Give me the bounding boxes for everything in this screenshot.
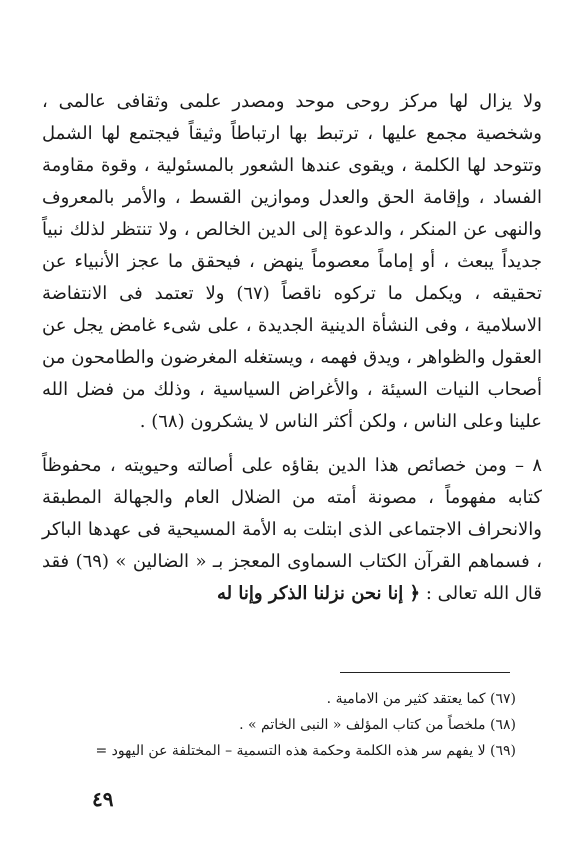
footnote-67: (٦٧) كما يعتقد كثير من الامامية . bbox=[326, 691, 516, 707]
paragraph-1: ولا يزال لها مركز روحى موحد ومصدر علمى وثقافى عالمى ، وشخصية مجمع عليها ، ترتبط بها ارتباطاً وثيقاً فيجتمع لها الشمل وتتوحد لها الكلمة ، ويقوى عندها الشعور بالمسئولية ، وقوة مقاومة الفساد ، وإقامة الحق والعدل وموازين القسط ، والأمر بالمعروف والنهى عن المنكر ، والدعوة إلى الدين الخالص ، ولا تنتظر لذلك نبياً جديداً يبعث ، أو إماماً معصوماً ينهض ، فيحقق ما عجز الأنبياء عن تحقيقه ، ويكمل ما تركوه ناقصاً (٦٧) ولا تعتمد فى الانتفاضة الاسلامية ، وفى النشأة الدينية الجديدة ، على شىء غامض يجل عن العقول والظواهر ، ويدق فهمه ، ويستغله المغرضون والطامحون من أصحاب النيات السيئة ، والأغراض السياسية ، وذلك من فضل الله علينا وعلى الناس ، ولكن أكثر الناس لا يشكرون (٦٨) . bbox=[42, 91, 542, 432]
footnote-separator bbox=[340, 672, 510, 673]
paragraph-2-text: ٨ – ومن خصائص هذا الدين بقاؤه على أصالته وحيويته ، محفوظاً كتابه مفهوماً ، مصونة أمته من الضلال العام والجهالة المطبقة والانحراف الاجتماعى الذى ابتلت به الأمة المسيحية فى عهدها الباكر ، فسماهم القرآن الكتاب السماوى المعجز بـ « الضالين » (٦٩) فقد قال الله تعالى : bbox=[42, 455, 543, 604]
main-text bbox=[42, 86, 542, 610]
footnote-68: (٦٨) ملخصاً من كتاب المؤلف « النبى الخاتم » . bbox=[239, 717, 516, 733]
footnote-69: (٦٩) لا يفهم سر هذه الكلمة وحكمة هذه التسمية – المختلفة عن اليهود = bbox=[95, 743, 516, 759]
footnotes bbox=[40, 686, 516, 764]
page-number: ٤٩ bbox=[92, 787, 114, 811]
paragraph-2 bbox=[42, 450, 542, 610]
quran-quote: ﴿ إنا نحن نزلنا الذكر وإنا له bbox=[217, 583, 421, 604]
